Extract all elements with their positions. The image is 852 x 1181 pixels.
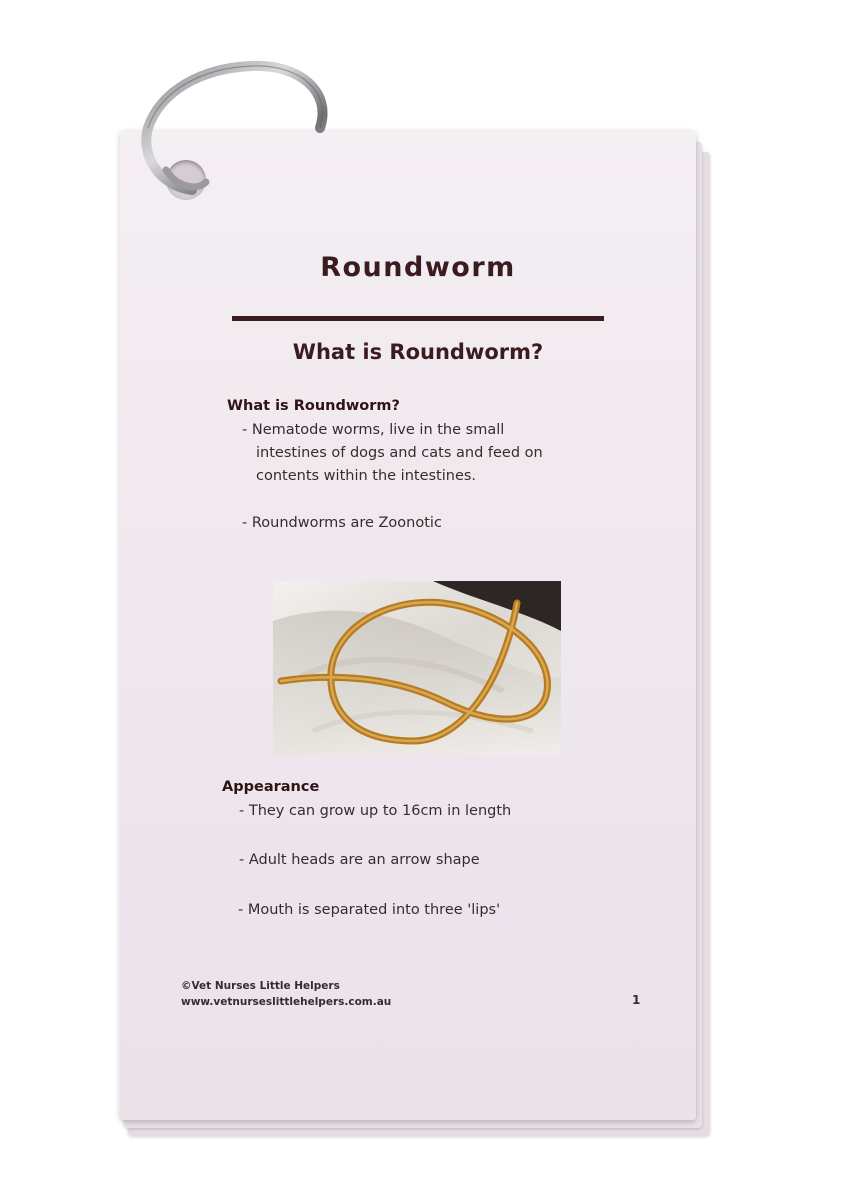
title-divider [232, 316, 604, 321]
bullet-nematode-line-3: contents within the intestines. [256, 468, 477, 484]
page-number: 1 [632, 993, 641, 1007]
bullet-length: - They can grow up to 16cm in length [239, 803, 512, 819]
bullet-three-lips: - Mouth is separated into three 'lips' [238, 902, 501, 918]
bullet-nematode-line-2: intestines of dogs and cats and feed on [256, 445, 543, 461]
footer-copyright: ©Vet Nurses Little Helpers [181, 980, 340, 992]
roundworm-photo [273, 581, 561, 755]
bullet-nematode-line-1: - Nematode worms, live in the small [242, 422, 505, 438]
section-heading-appearance: Appearance [222, 779, 320, 795]
section-heading-what-is: What is Roundworm? [227, 398, 400, 414]
bullet-zoonotic: - Roundworms are Zoonotic [242, 515, 442, 531]
card-subtitle: What is Roundworm? [292, 340, 544, 364]
binder-ring-icon [0, 0, 852, 260]
footer-website: www.vetnurseslittlehelpers.com.au [181, 996, 392, 1008]
bullet-arrow-head: - Adult heads are an arrow shape [239, 852, 480, 868]
card-title: Roundworm [320, 252, 516, 283]
